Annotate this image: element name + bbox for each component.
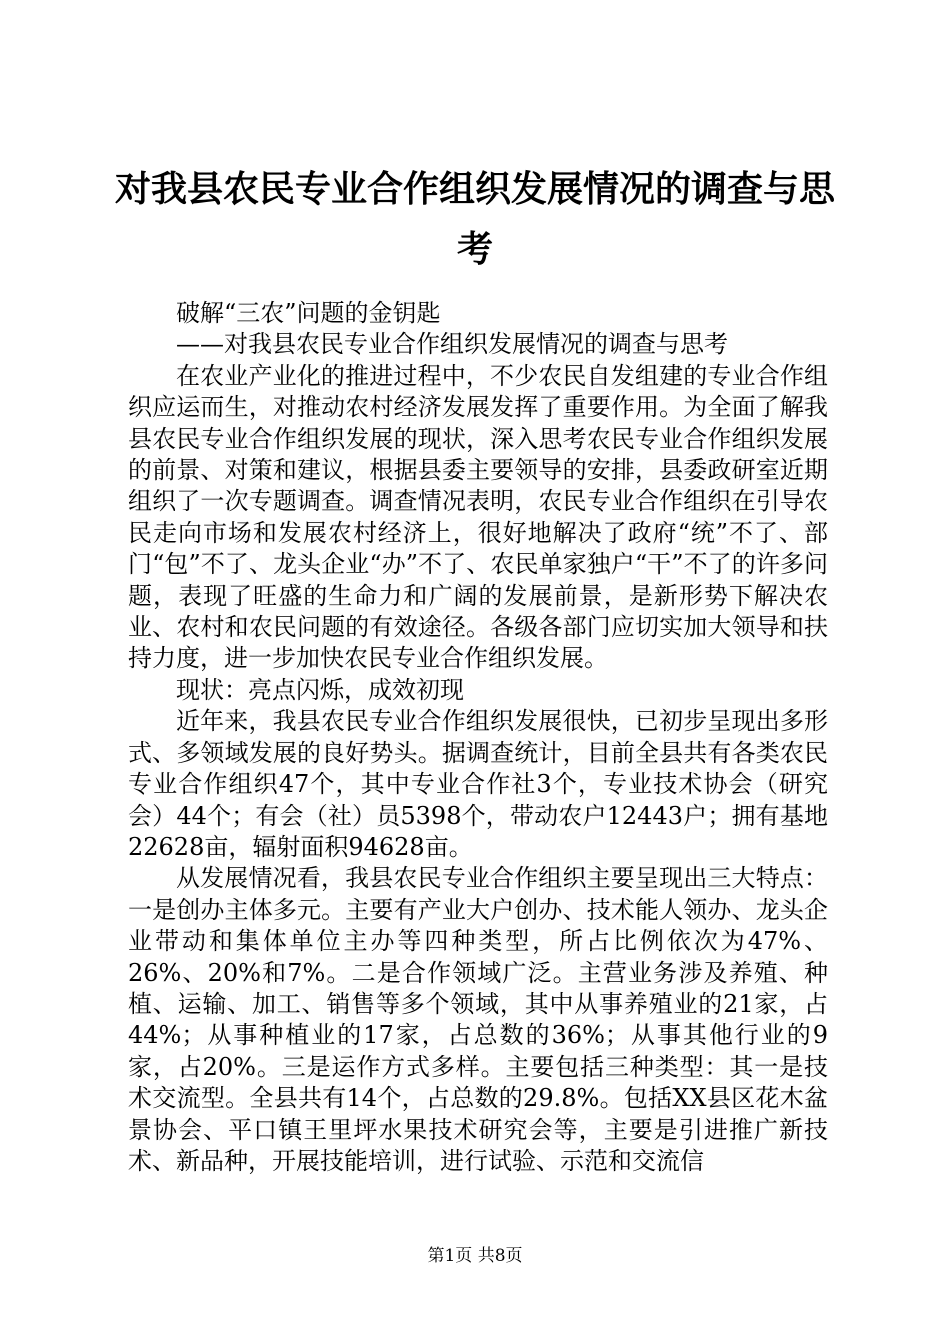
document-title: 对我县农民专业合作组织发展情况的调查与思考: [114, 169, 835, 270]
subtitle-line: ——对我县农民专业合作组织发展情况的调查与思考: [176, 330, 728, 359]
page-number: 第1页 共8页: [427, 1246, 523, 1266]
document-body: [128, 298, 828, 1177]
subtitle-line: 破解“三农”问题的金钥匙: [176, 299, 441, 327]
section-heading: 现状：亮点闪烁，成效初现: [176, 675, 464, 704]
body-paragraph: 在农业产业化的推进过程中，不少农民自发组建的专业合作组织应运而生，对推动农村经济发展发挥了重要作用。为全面了解我县农民专业合作组织发展的现状，深入思考农民专业合作组织发展的前景、对策和建议，根据县委主要领导的安排，县委政研室近期组织了一次专题调查。调查情况表明，农民专业合作组织在引导农民走向市场和发展农村经济上，很好地解决了政府“统”不了、部门“包”不了、龙头企业“办”不了、农民单家独户“干”不了的许多问题，表现了旺盛的生命力和广阔的发展前景，是新形势下解决农业、农村和农民问题的有效途径。各级各部门应切实加大领导和扶持力度，进一步加快农民专业合作组织发展。: [128, 361, 828, 673]
body-paragraph: 近年来，我县农民专业合作组织发展很快，已初步呈现出多形式、多领域发展的良好势头。据调查统计，目前全县共有各类农民专业合作组织47个，其中专业合作社3个，专业技术协会（研究会）44个；有会（社）员5398个，带动农户12443户；拥有基地22628亩，辐射面积94628亩。: [128, 707, 828, 861]
body-paragraph: 从发展情况看，我县农民专业合作组织主要呈现出三大特点：一是创办主体多元。主要有产业大户创办、技术能人领办、龙头企业带动和集体单位主办等四种类型，所占比例依次为47%、26%、20%和7%。二是合作领域广泛。主营业务涉及养殖、种植、运输、加工、销售等多个领域，其中从事养殖业的21家，占44%；从事种植业的17家，占总数的36%；从事其他行业的9家，占20%。三是运作方式多样。主要包括三种类型：其一是技术交流型。全县共有14个，占总数的29.8%。包括XX县区花木盆景协会、平口镇王里坪水果技术研究会等，主要是引进推广新技术、新品种，开展技能培训，进行试验、示范和交流信: [128, 864, 828, 1175]
